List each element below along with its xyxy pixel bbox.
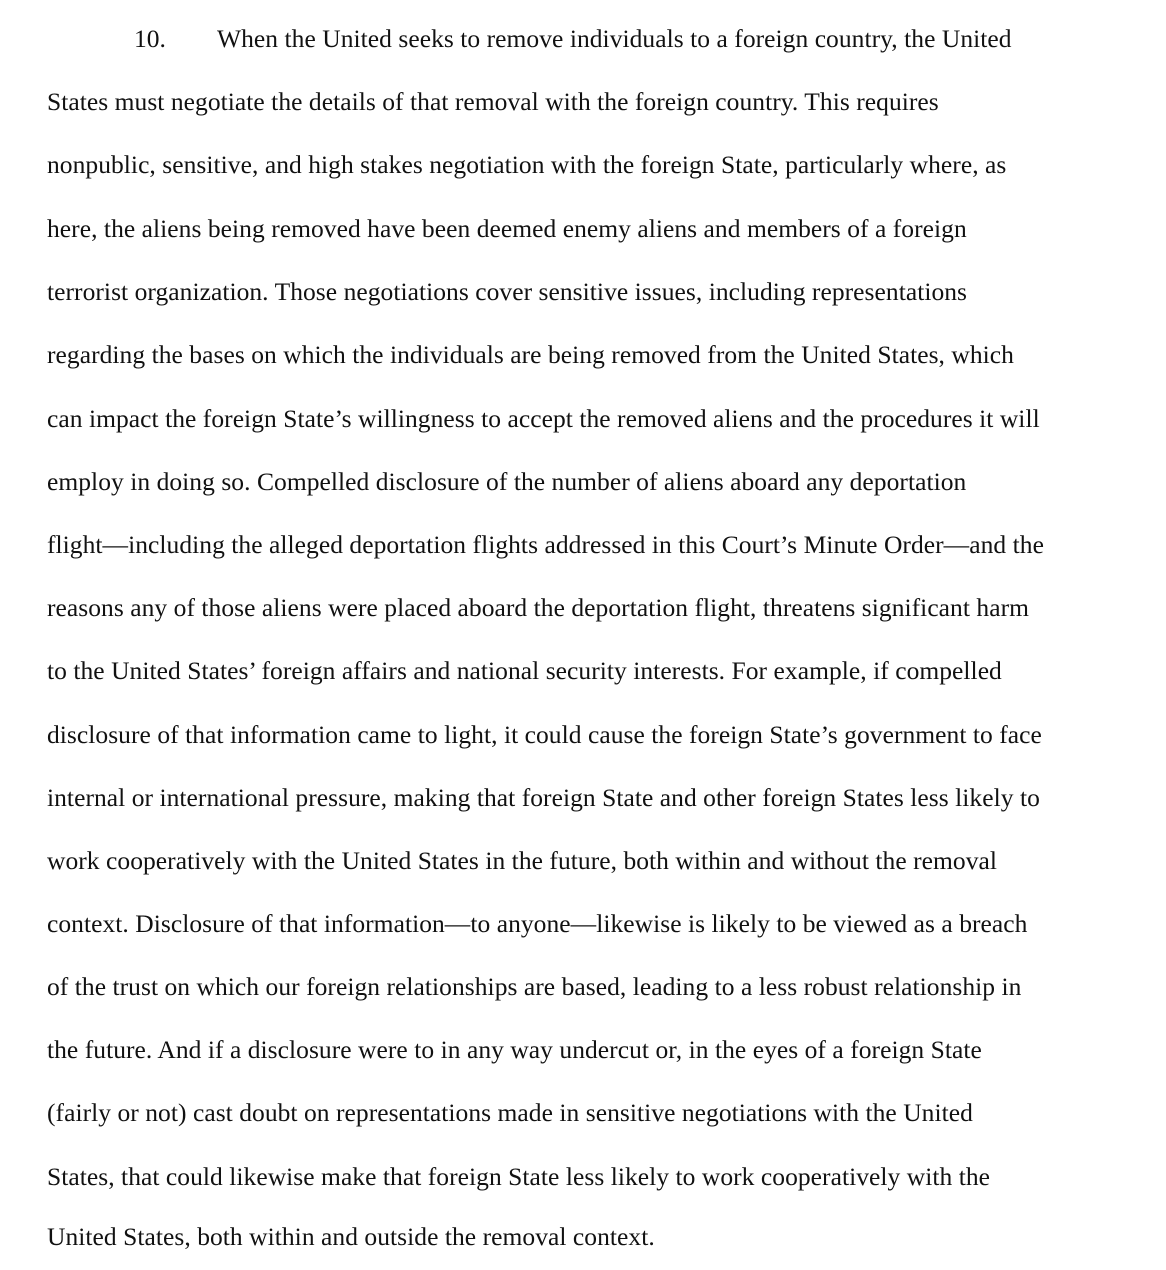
text-line-20: United States, both within and outside the removal context. bbox=[47, 1222, 655, 1251]
paragraph-number: 10. bbox=[134, 24, 166, 53]
text-line-6: regarding the bases on which the individuals are being removed from the United States, which bbox=[47, 340, 1014, 369]
text-line-2: States must negotiate the details of that removal with the foreign country. This requires bbox=[47, 87, 939, 116]
text-line-10: reasons any of those aliens were placed aboard the deportation flight, threatens significant harm bbox=[47, 593, 1030, 622]
text-line-4: here, the aliens being removed have been deemed enemy aliens and members of a foreign bbox=[47, 214, 967, 243]
text-line-19: States, that could likewise make that foreign State less likely to work cooperatively with the bbox=[47, 1162, 991, 1191]
text-line-18: (fairly or not) cast doubt on representations made in sensitive negotiations with the United bbox=[47, 1098, 973, 1127]
text-line-17: the future. And if a disclosure were to in any way undercut or, in the eyes of a foreign State bbox=[47, 1035, 982, 1064]
text-line-3: nonpublic, sensitive, and high stakes negotiation with the foreign State, particularly where, as bbox=[47, 150, 1007, 179]
text-line-13: internal or international pressure, making that foreign State and other foreign States less likely to bbox=[47, 783, 1040, 812]
text-line-16: of the trust on which our foreign relationships are based, leading to a less robust relationship in bbox=[47, 972, 1022, 1001]
text-line-5: terrorist organization. Those negotiations cover sensitive issues, including representations bbox=[47, 277, 968, 306]
text-line-7: can impact the foreign State’s willingness to accept the removed aliens and the procedures it will bbox=[47, 404, 1040, 433]
text-line-14: work cooperatively with the United States in the future, both within and without the removal bbox=[47, 846, 998, 875]
text-line-1: When the United seeks to remove individuals to a foreign country, the United bbox=[217, 24, 1012, 53]
text-line-9: flight—including the alleged deportation flights addressed in this Court’s Minute Order—and the bbox=[47, 530, 1044, 559]
text-line-15: context. Disclosure of that information—to anyone—likewise is likely to be viewed as a breach bbox=[47, 909, 1028, 938]
text-line-11: to the United States’ foreign affairs and national security interests. For example, if compelled bbox=[47, 656, 1002, 685]
text-line-8: employ in doing so. Compelled disclosure of the number of aliens aboard any deportation bbox=[47, 467, 967, 496]
text-line-12: disclosure of that information came to light, it could cause the foreign State’s government to face bbox=[47, 720, 1042, 749]
